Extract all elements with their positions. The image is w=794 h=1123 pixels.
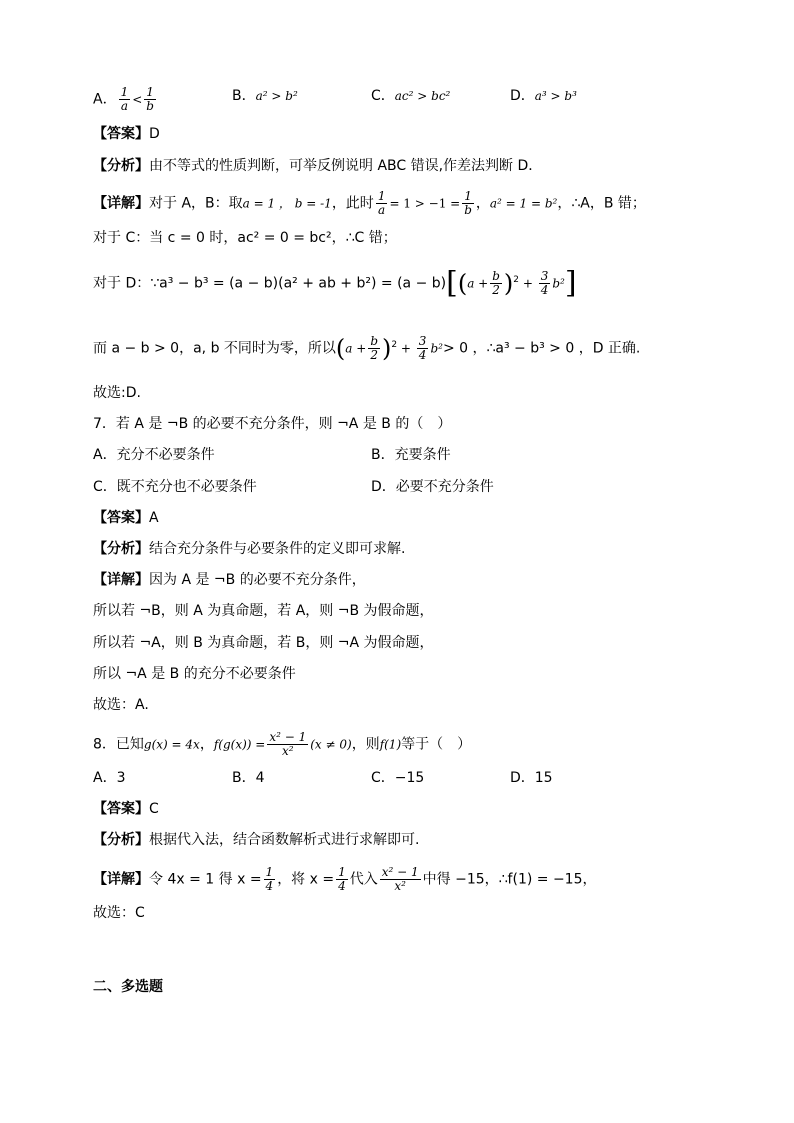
q8-analysis [93,830,419,850]
q7-analysis [93,539,405,559]
q7-conclusion: 故选：A. [93,697,149,713]
math: = 1 > −1 = [389,196,461,211]
analysis-tag: 【分析】 [93,832,149,848]
q8-option-b: B．4 [232,770,265,786]
q8-detail [93,866,597,893]
analysis-tag: 【分析】 [93,541,149,557]
q6-conclusion: 故选:D. [93,385,141,401]
q7-option-d: D．必要不充分条件 [371,479,494,495]
math: g(x) = 4x [143,737,200,752]
option-math: a² > b² [255,89,298,103]
math: a² = 1 = b² [489,196,558,211]
option-label: B． [232,88,256,104]
q6-detail-line-3: 对于 D：∵a³ − b³ = (a − b)(a² + ab + b²) = (a − b)[(a + $\frac{b}{2}$ )$^2$ + $\frac{3}{4}$ b²] [93,265,577,301]
text: ，∴A，B 错； [557,195,646,212]
text: ，此时 [331,195,374,212]
fraction-1-over-a: $\frac{1}{a}$ [377,189,386,217]
q6-analysis [93,156,542,176]
q7-option-c: C．既不充分也不必要条件 [93,479,257,495]
option-math: a³ > b³ [534,89,577,103]
q7-option-b: B．充要条件 [371,447,451,463]
q6-option-c [371,86,450,106]
fraction-b-over-2: $\frac{b}{2}$ [370,334,378,363]
math: f(1) [379,737,402,752]
text: 代入 [349,871,378,888]
fraction-b-over-2: $\frac{b}{2}$ [492,269,500,298]
text: 而 a − b > 0，a, b 不同时为零，所以 [93,340,336,357]
text: ， [475,195,490,212]
math: f(g(x)) = [213,737,266,752]
detail-tag: 【详解】 [93,572,149,588]
q6-detail-line-4: 而 a − b > 0，a, b 不同时为零，所以(a + $\frac{b}{2}$ )$^2$ + $\frac{3}{4}$ b²> 0 ，∴a³ − b³ > 0 ，D 正确. [93,334,641,363]
analysis-text: 由不等式的性质判断，可举反例说明 ABC 错误,作差法判断 D． [149,158,543,174]
answer-value: A [149,510,159,526]
text: ，将 x = [277,871,335,888]
q7-detail-4: 所以 ¬A 是 B 的充分不必要条件 [93,666,296,682]
text: 中得 −15，∴f(1) = −15， [422,871,597,888]
fraction-1-over-4: $\frac{1}{4}$ [338,865,346,893]
fraction-x2-minus-1-over-x2: $\frac{\text{x² − 1}}{\text{x²}}$ [381,865,419,893]
math: (x ≠ 0) [310,737,352,752]
math: 对于 D：∵a³ − b³ = (a − b)(a² + ab + b²) = (a − b) [93,275,447,292]
detail-tag: 【详解】 [93,871,149,888]
q8-option-a: A．3 [93,770,126,786]
math: a = 1 ， b = -1 [242,196,332,211]
fraction-1-over-4: $\frac{1}{4}$ [265,865,274,893]
q8-option-d: D．15 [510,770,553,786]
text: ， [199,736,214,753]
option-label: A． [93,91,117,108]
left-bracket: [ [446,265,458,301]
q6-detail-line-1 [93,190,646,217]
q8-conclusion: 故选：C [93,905,145,921]
analysis-text: 根据代入法，结合函数解析式进行求解即可. [149,832,420,848]
fraction-1-over-b: $\frac{1}{b}$ [464,189,472,217]
q8-answer [93,799,159,819]
text: ，则 [351,736,380,753]
q8-stem [93,731,471,758]
left-paren: ( [457,269,468,298]
answer-value: C [149,801,159,817]
fraction-1-over-b: $\frac{1}{b}$ [146,85,154,113]
detail-tag: 【详解】 [93,195,149,212]
right-paren: ) [382,334,392,363]
answer-value: D [149,126,160,142]
answer-tag: 【答案】 [93,801,149,817]
text: 8．已知 [93,736,144,753]
right-paren: ) [503,269,514,298]
option-label: C． [371,88,395,104]
q6-option-a: A． $\frac{1}{a}$ < $\frac{1}{b}$ [93,85,154,113]
option-label: D． [510,88,535,104]
fraction-x2-minus-1-over-x2: $\frac{\text{x² − 1}}{\text{x²}}$ [269,730,307,758]
q7-detail-3: 所以若 ¬A，则 B 为真命题，若 B，则 ¬A 为假命题， [93,635,434,651]
text: > 0 ，∴a³ − b³ > 0 ，D 正确. [442,340,641,357]
text: 令 4x = 1 得 x = [149,871,262,888]
q7-detail-2: 所以若 ¬B，则 A 为真命题，若 A，则 ¬B 为假命题， [93,603,434,619]
q6-option-d [510,86,577,106]
right-bracket: ] [564,265,577,301]
q7-answer [93,508,159,528]
left-paren: ( [335,334,346,363]
section-heading: 二、多选题 [93,979,163,995]
q6-answer [93,124,160,144]
answer-tag: 【答案】 [93,510,149,526]
fraction-3-over-4: $\frac{3}{4}$ [540,269,549,298]
detail-text: 因为 A 是 ¬B 的必要不充分条件， [149,572,366,588]
text: 等于（ ） [401,736,472,753]
option-math: ac² > bc² [394,89,451,103]
q7-stem: 7．若 A 是 ¬B 的必要不充分条件，则 ¬A 是 B 的（ ） [93,416,452,432]
q7-option-a: A．充分不必要条件 [93,447,215,463]
q6-detail-line-2: 对于 C：当 c = 0 时，ac² = 0 = bc²，∴C 错； [93,230,397,246]
analysis-tag: 【分析】 [93,158,149,174]
q7-detail-1 [93,570,366,590]
q8-option-c: C．−15 [371,770,425,786]
q6-option-b [232,86,298,106]
text: 对于 A，B：取 [149,195,243,212]
answer-tag: 【答案】 [93,126,149,142]
fraction-3-over-4: $\frac{3}{4}$ [418,334,427,363]
analysis-text: 结合充分条件与必要条件的定义即可求解. [149,541,406,557]
fraction-1-over-a: $\frac{1}{a}$ [120,85,129,113]
